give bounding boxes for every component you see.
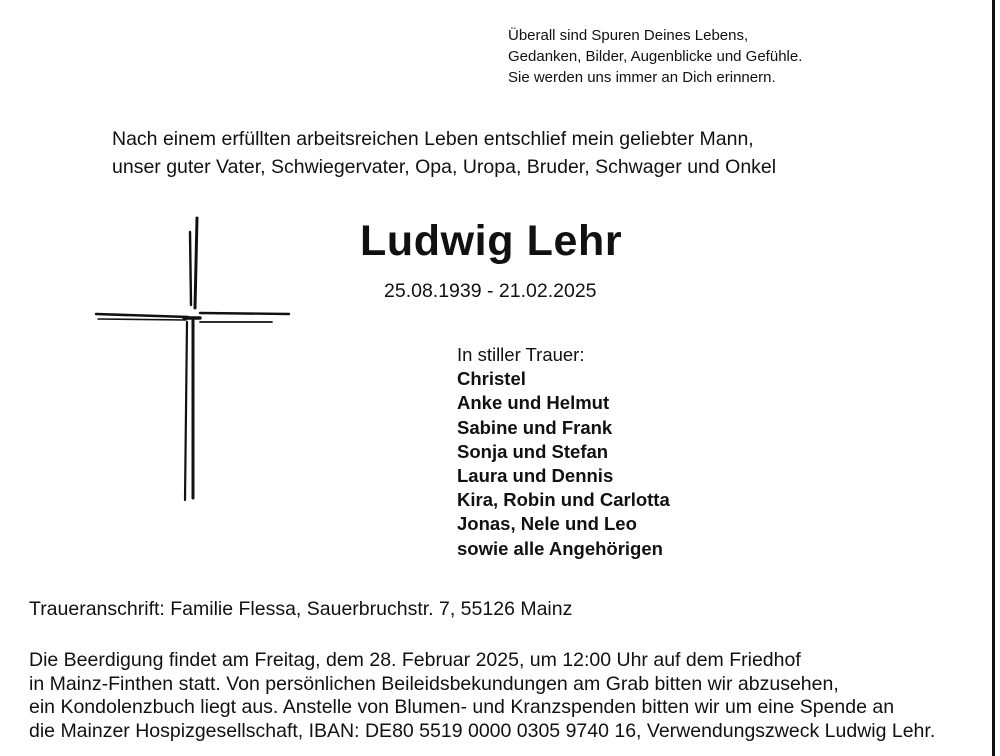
poem-line: Gedanken, Bilder, Augenblicke und Gefühle.: [508, 48, 803, 65]
deceased-name: Ludwig Lehr: [360, 217, 623, 265]
poem-line: Überall sind Spuren Deines Lebens,: [508, 27, 749, 44]
poem-line: Sie werden uns immer an Dich erinnern.: [508, 69, 776, 86]
cross-icon: [0, 0, 300, 510]
mourner-name: Jonas, Nele und Leo: [457, 513, 637, 535]
mourners-list: [457, 343, 670, 561]
memorial-poem: [508, 25, 802, 88]
mourner-name: Laura und Dennis: [457, 465, 614, 487]
mourners-heading: In stiller Trauer:: [457, 344, 585, 365]
intro-line: unser guter Vater, Schwiegervater, Opa, Uropa, Bruder, Schwager und Onkel: [112, 156, 777, 178]
funeral-line: ein Kondolenzbuch liegt aus. Anstelle von Blumen- und Kranzspenden bitten wir um eine Spende an: [29, 696, 895, 718]
mourner-name: sowie alle Angehörigen: [457, 537, 663, 559]
funeral-line: in Mainz-Finthen statt. Von persönlichen Beileidsbekundungen am Grab bitten wir abzusehen,: [29, 672, 839, 695]
funeral-details: [29, 649, 935, 743]
mourner-name: Sabine und Frank: [457, 416, 613, 438]
mourner-name: Kira, Robin und Carlotta: [457, 489, 670, 511]
life-dates: 25.08.1939 - 21.02.2025: [384, 280, 597, 302]
mourner-name: Anke und Helmut: [457, 392, 610, 414]
intro-line: Nach einem erfüllten arbeitsreichen Leben entschlief mein geliebter Mann,: [112, 128, 754, 150]
funeral-line: die Mainzer Hospizgesellschaft, IBAN: DE80 5519 0000 0305 9740 16, Verwendungszweck Ludwig Lehr.: [29, 719, 936, 742]
funeral-line: Die Beerdigung findet am Freitag, dem 28. Februar 2025, um 12:00 Uhr auf dem Friedhof: [29, 649, 801, 671]
mourning-address: Traueranschrift: Familie Flessa, Sauerbruchstr. 7, 55126 Mainz: [29, 598, 573, 620]
mourner-name: Sonja und Stefan: [457, 440, 609, 462]
mourner-name: Christel: [457, 368, 526, 390]
